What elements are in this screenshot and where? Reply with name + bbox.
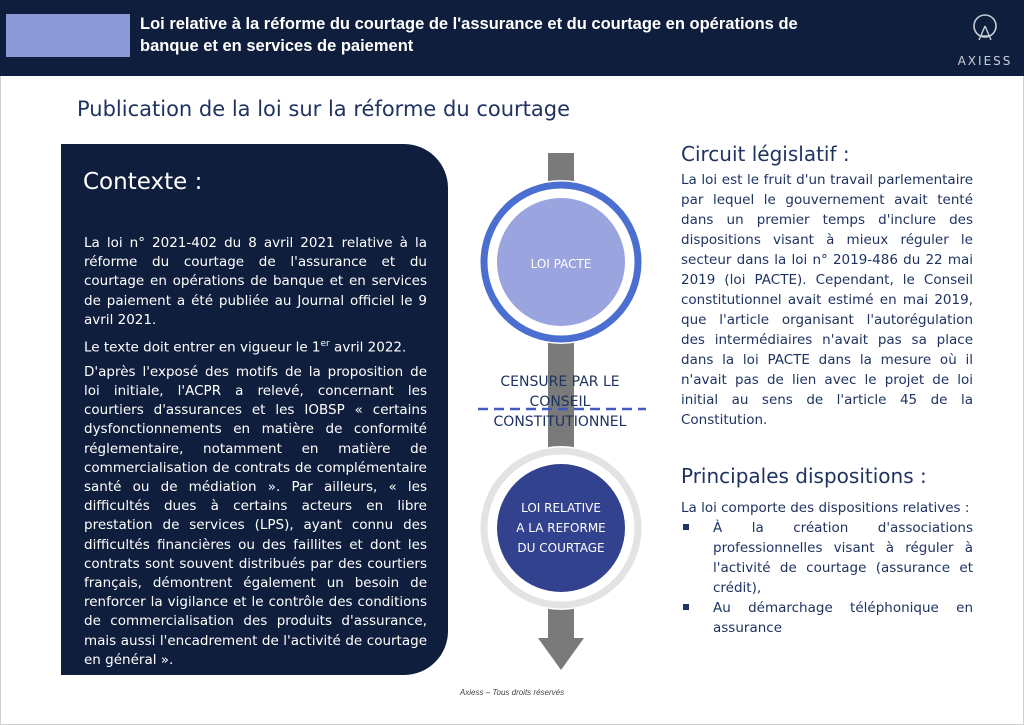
dispositions-title: Principales dispositions :	[681, 464, 927, 488]
section-subtitle: Publication de la loi sur la réforme du courtage	[77, 97, 571, 121]
loi-courtage-label-line-2: A LA REFORME	[516, 521, 606, 535]
list-item-text: À la création d'associations professionnelles visant à réguler à l'activité de courtage (assurance et crédit),	[713, 520, 973, 596]
dispositions-intro: La loi comporte des dispositions relatives :	[681, 500, 970, 516]
context-paragraph-1: La loi n° 2021-402 du 8 avril 2021 relative à la réforme du courtage de l'assurance et du courtage en opérations de banque et en services de paiement a été publiée au Journal officiel le 9 avril 2021.	[84, 235, 427, 328]
censure-label	[470, 372, 650, 432]
loi-courtage-label-line-1: LOI RELATIVE	[521, 501, 601, 515]
context-title: Contexte :	[83, 169, 203, 195]
header-accent-block	[6, 14, 130, 57]
context-p2-sup: er	[320, 339, 330, 350]
axiess-logo-icon	[950, 6, 1020, 74]
censure-label-line-1: CENSURE PAR LE	[500, 374, 620, 390]
logo-text: AXIESS	[957, 54, 1013, 68]
dispositions-section	[681, 464, 973, 638]
page-title-line-1: Loi relative à la réforme du courtage de l'assurance et du courtage en opérations de	[140, 15, 798, 33]
circuit-section	[681, 142, 973, 430]
circuit-text: La loi est le fruit d'un travail parlementaire par lequel le gouvernement avait tenté dans un premier temps d'inclure des dispositions visant à mieux réguler le secteur dans la loi n° 2019-486 du 22 mai 2019 (loi PACTE). Cependant, le Conseil constitutionnel avait estimé en mai 2019, que l'article organisant l'autorégulation des intermédiaires n'avait pas sa place dans la loi PACTE dans la mesure où il n'avait pas de lien avec le projet de loi initial au sens de l'article 45 de la Constitution.	[681, 172, 973, 428]
page-title	[140, 13, 900, 57]
censure-label-line-2: CONSEIL	[529, 394, 591, 410]
square-bullet-icon	[683, 524, 689, 530]
list-item	[681, 518, 973, 598]
loi-courtage-label	[497, 498, 625, 558]
list-item-text: Au démarchage téléphonique en assurance	[713, 600, 973, 636]
context-p2-start: Le texte doit entrer en vigueur le 1	[84, 339, 321, 356]
square-bullet-icon	[683, 604, 689, 610]
footer-copyright: Axiess – Tous droits réservés	[459, 688, 565, 697]
header-bar	[0, 0, 1024, 76]
context-body	[84, 234, 427, 675]
context-panel	[61, 144, 448, 675]
page-title-line-2: banque et en services de paiement	[140, 37, 414, 55]
censure-label-line-3: CONSTITUTIONNEL	[493, 414, 627, 430]
context-p2-end: avril 2022.	[329, 339, 407, 356]
circuit-title: Circuit législatif :	[681, 142, 850, 166]
loi-courtage-label-line-3: DU COURTAGE	[517, 541, 605, 555]
context-paragraph-2	[84, 335, 427, 358]
loi-pacte-label: LOI PACTE	[530, 257, 592, 271]
list-item	[681, 598, 973, 638]
dispositions-list	[681, 518, 973, 638]
legislative-diagram	[470, 150, 660, 675]
context-paragraph-3: D'après l'exposé des motifs de la proposition de loi initiale, l'ACPR a relevé, concernant les courtiers d'assurances et les IOBSP « certains dysfonctionnements en matière de conformité réglementaire, notamment en matière de commercialisation de contrats de complémentaire santé ou de médiation ». Par ailleurs, « les difficultés dues à certains acteurs en libre prestation de services (LPS), ayant connu des difficultés financières ou des faillites et dont les contrats sont souvent distribués par des courtiers français, démontrent également un besoin de renforcer la vigilance et le contrôle des conditions de commercialisation des produits d'assurance, mais aussi l'encadrement de l'activité de courtage en général ».	[84, 363, 427, 668]
